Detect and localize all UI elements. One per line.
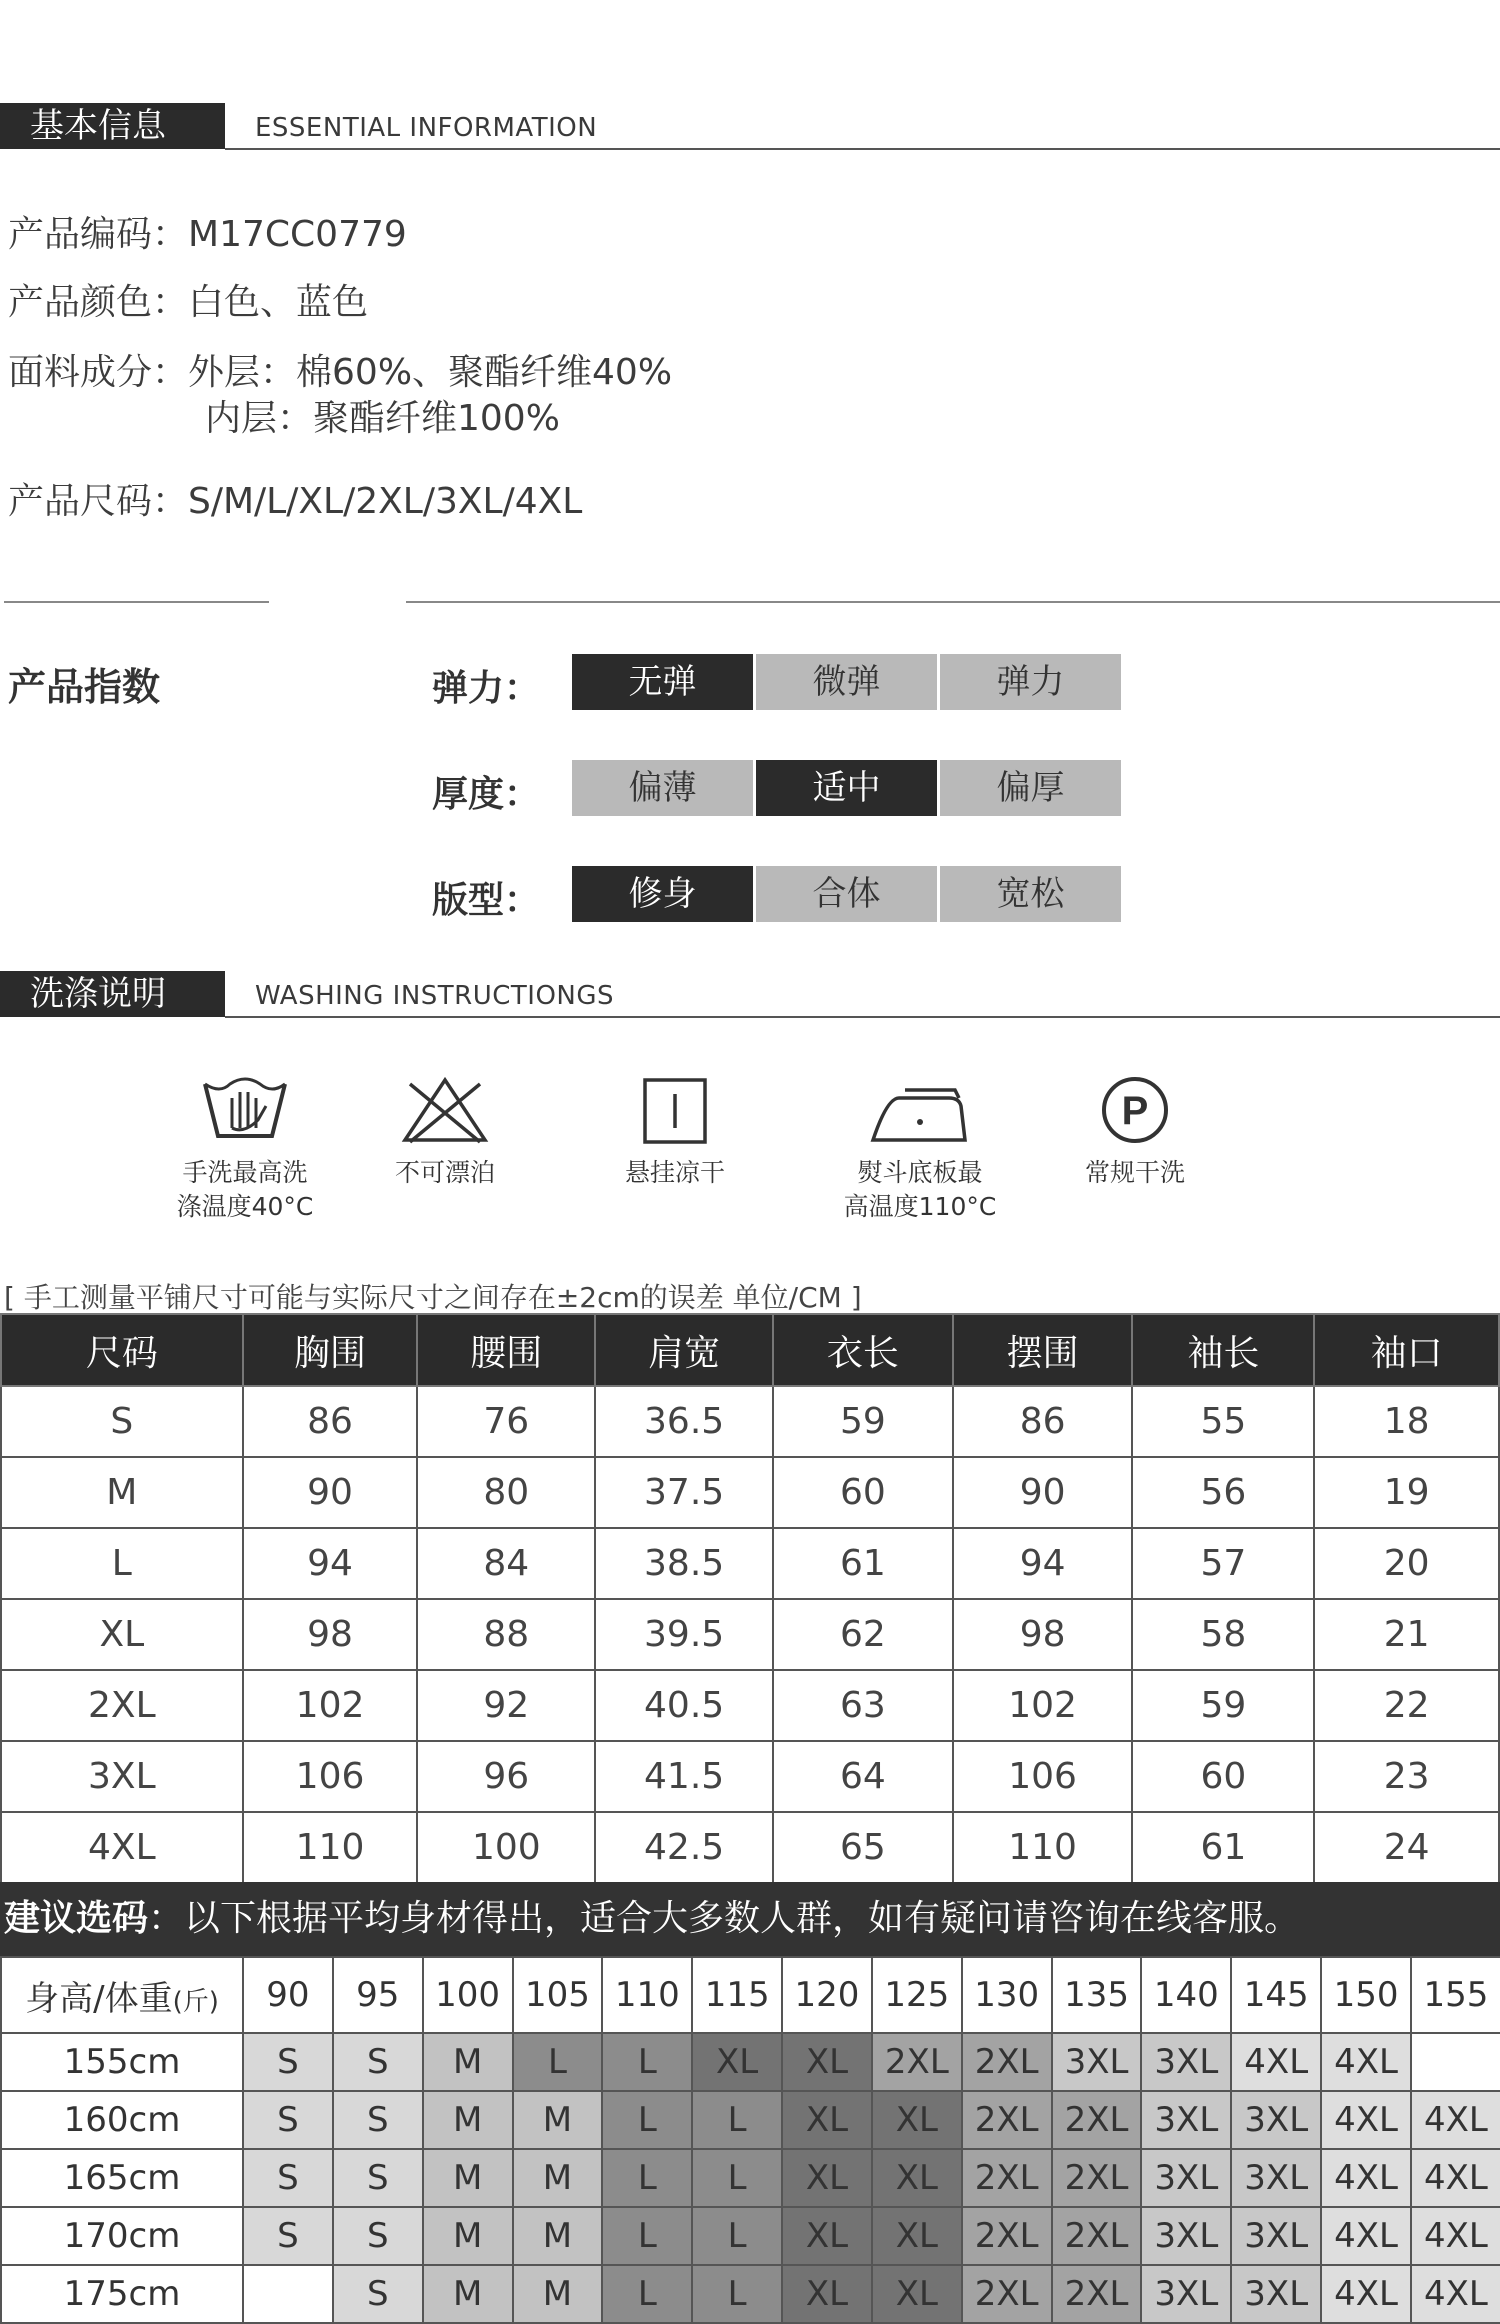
size-cell: 24 bbox=[1314, 1812, 1499, 1883]
recommended-size-cell: 2XL bbox=[1052, 2265, 1142, 2323]
product-index-title: 产品指数 bbox=[8, 665, 161, 709]
recommendation-header-row bbox=[1, 1957, 1500, 2033]
fabric-label: 面料成分： bbox=[8, 352, 189, 393]
size-cell: 102 bbox=[953, 1670, 1133, 1741]
fabric-inner: 内层：聚酯纤维100% bbox=[205, 398, 560, 439]
size-header-5: 摆围 bbox=[953, 1314, 1133, 1386]
weight-unit: (斤) bbox=[172, 1986, 219, 2017]
fabric-outer: 外层：棉60%、聚酯纤维40% bbox=[188, 352, 673, 393]
product-code-row bbox=[8, 206, 407, 257]
product-size-label: 产品尺码： bbox=[8, 481, 189, 522]
size-cell: 55 bbox=[1132, 1386, 1314, 1457]
recommended-size-cell: M bbox=[423, 2265, 513, 2323]
size-cell: 60 bbox=[1132, 1741, 1314, 1812]
size-cell: 39.5 bbox=[595, 1599, 773, 1670]
recommended-size-cell: 3XL bbox=[1141, 2265, 1231, 2323]
wash-item-dry-clean bbox=[1065, 1070, 1205, 1190]
size-header-4: 衣长 bbox=[773, 1314, 953, 1386]
recommended-size-cell: 2XL bbox=[872, 2033, 962, 2091]
recommended-size-cell: 2XL bbox=[962, 2265, 1052, 2323]
recommended-size-cell: L bbox=[692, 2207, 782, 2265]
index-option-1-0: 偏薄 bbox=[572, 760, 753, 816]
recommended-size-cell: 3XL bbox=[1231, 2207, 1321, 2265]
size-cell: 98 bbox=[243, 1599, 418, 1670]
size-header-1: 胸围 bbox=[243, 1314, 418, 1386]
recommended-size-cell: S bbox=[333, 2091, 423, 2149]
height-cell: 170cm bbox=[1, 2207, 243, 2265]
recommended-size-cell: S bbox=[333, 2207, 423, 2265]
recommended-size-cell: 2XL bbox=[1052, 2091, 1142, 2149]
basic-info-en-title: ESSENTIAL INFORMATION bbox=[255, 113, 598, 143]
recommended-size-cell: L bbox=[513, 2033, 603, 2091]
size-table-row bbox=[1, 1812, 1499, 1883]
weight-header: 105 bbox=[513, 1957, 603, 2033]
size-cell: 57 bbox=[1132, 1528, 1314, 1599]
recommended-size-cell: 3XL bbox=[1141, 2033, 1231, 2091]
size-table-header bbox=[1, 1314, 1499, 1386]
recommendation-row bbox=[1, 2149, 1500, 2207]
size-cell: 63 bbox=[773, 1670, 953, 1741]
size-cell: 76 bbox=[417, 1386, 595, 1457]
size-cell: L bbox=[1, 1528, 243, 1599]
recommended-size-cell: M bbox=[423, 2207, 513, 2265]
weight-header: 125 bbox=[872, 1957, 962, 2033]
recommended-size-cell: 4XL bbox=[1321, 2033, 1411, 2091]
weight-header: 145 bbox=[1231, 1957, 1321, 2033]
recommended-size-cell: 3XL bbox=[1141, 2091, 1231, 2149]
size-cell: 106 bbox=[243, 1741, 418, 1812]
no-bleach-icon bbox=[395, 1070, 495, 1150]
recommended-size-cell: 2XL bbox=[962, 2033, 1052, 2091]
recommended-size-cell: 2XL bbox=[1052, 2149, 1142, 2207]
recommended-size-cell: M bbox=[513, 2091, 603, 2149]
recommended-size-cell: M bbox=[513, 2207, 603, 2265]
recommended-size-cell: S bbox=[333, 2149, 423, 2207]
wash-item-hand-wash bbox=[160, 1070, 330, 1224]
wash-item-no-bleach bbox=[375, 1070, 515, 1190]
svg-text:P: P bbox=[1121, 1089, 1149, 1133]
fabric-row bbox=[8, 344, 672, 395]
recommended-size-cell: 3XL bbox=[1141, 2149, 1231, 2207]
size-table-row bbox=[1, 1741, 1499, 1812]
height-weight-header bbox=[1, 1957, 243, 2033]
recommended-size-cell: S bbox=[243, 2149, 333, 2207]
wash-line-dry-line1: 悬挂凉干 bbox=[624, 1158, 725, 1187]
recommended-size-cell: 4XL bbox=[1321, 2149, 1411, 2207]
size-cell: 59 bbox=[1132, 1670, 1314, 1741]
index-label-1: 厚度： bbox=[432, 774, 541, 815]
size-cell: 102 bbox=[243, 1670, 418, 1741]
size-cell: 37.5 bbox=[595, 1457, 773, 1528]
recommended-size-cell: 3XL bbox=[1052, 2033, 1142, 2091]
size-cell: M bbox=[1, 1457, 243, 1528]
advice-text: ：以下根据平均身材得出，适合大多数人群，如有疑问请咨询在线客服。 bbox=[148, 1898, 1301, 1939]
height-cell: 175cm bbox=[1, 2265, 243, 2323]
recommended-size-cell: 4XL bbox=[1321, 2207, 1411, 2265]
product-code-value: M17CC0779 bbox=[188, 214, 407, 255]
recommended-size-cell: 4XL bbox=[1411, 2207, 1500, 2265]
weight-header: 130 bbox=[962, 1957, 1052, 2033]
recommended-size-cell: M bbox=[423, 2033, 513, 2091]
recommended-size-cell: L bbox=[602, 2091, 692, 2149]
washing-divider bbox=[225, 1016, 1500, 1018]
size-cell: 92 bbox=[417, 1670, 595, 1741]
recommended-size-cell: 4XL bbox=[1411, 2091, 1500, 2149]
recommended-size-cell: 4XL bbox=[1321, 2265, 1411, 2323]
size-cell: 80 bbox=[417, 1457, 595, 1528]
advice-bar bbox=[0, 1882, 1500, 1956]
size-cell: XL bbox=[1, 1599, 243, 1670]
size-cell: 106 bbox=[953, 1741, 1133, 1812]
size-cell: 86 bbox=[243, 1386, 418, 1457]
height-cell: 165cm bbox=[1, 2149, 243, 2207]
size-header-3: 肩宽 bbox=[595, 1314, 773, 1386]
recommended-size-cell: S bbox=[333, 2265, 423, 2323]
recommended-size-cell: L bbox=[602, 2149, 692, 2207]
recommended-size-cell: M bbox=[423, 2149, 513, 2207]
product-size-value: S/M/L/XL/2XL/3XL/4XL bbox=[188, 481, 583, 522]
recommended-size-cell: XL bbox=[782, 2033, 872, 2091]
size-cell: 42.5 bbox=[595, 1812, 773, 1883]
recommended-size-cell: 4XL bbox=[1321, 2091, 1411, 2149]
weight-header: 155 bbox=[1411, 1957, 1500, 2033]
wash-hand-line2: 涤温度40°C bbox=[176, 1192, 314, 1221]
size-header-0: 尺码 bbox=[1, 1314, 243, 1386]
recommended-size-cell: L bbox=[602, 2033, 692, 2091]
weight-header: 110 bbox=[602, 1957, 692, 2033]
wash-no-bleach-line1: 不可漂泊 bbox=[394, 1158, 495, 1187]
height-cell: 160cm bbox=[1, 2091, 243, 2149]
size-cell: 60 bbox=[773, 1457, 953, 1528]
recommended-size-cell: M bbox=[513, 2265, 603, 2323]
iron-icon bbox=[865, 1070, 975, 1150]
index-option-2-0: 修身 bbox=[572, 866, 753, 922]
recommended-size-cell: XL bbox=[872, 2265, 962, 2323]
size-cell: 64 bbox=[773, 1741, 953, 1812]
washing-en-title: WASHING INSTRUCTIONGS bbox=[255, 981, 615, 1011]
size-cell: 94 bbox=[953, 1528, 1133, 1599]
size-cell: 110 bbox=[953, 1812, 1133, 1883]
recommended-size-cell: L bbox=[692, 2149, 782, 2207]
recommended-size-cell: 4XL bbox=[1411, 2149, 1500, 2207]
wash-item-iron bbox=[830, 1070, 1010, 1224]
recommendation-row bbox=[1, 2265, 1500, 2323]
size-cell: 96 bbox=[417, 1741, 595, 1812]
recommended-size-cell: L bbox=[602, 2207, 692, 2265]
size-cell: 23 bbox=[1314, 1741, 1499, 1812]
wash-item-line-dry bbox=[605, 1070, 745, 1190]
recommended-size-cell: XL bbox=[692, 2033, 782, 2091]
size-cell: 90 bbox=[953, 1457, 1133, 1528]
weight-header: 95 bbox=[333, 1957, 423, 2033]
size-table-row bbox=[1, 1457, 1499, 1528]
index-option-0-2: 弹力 bbox=[940, 654, 1121, 710]
recommended-size-cell: XL bbox=[872, 2207, 962, 2265]
recommended-size-cell: 2XL bbox=[962, 2091, 1052, 2149]
size-cell: 88 bbox=[417, 1599, 595, 1670]
measure-note: [ 手工测量平铺尺寸可能与实际尺寸之间存在±2cm的误差 单位/CM ] bbox=[4, 1281, 862, 1314]
wash-iron-line1: 熨斗底板最 bbox=[857, 1158, 983, 1187]
basic-info-tab: 基本信息 bbox=[0, 103, 225, 149]
recommended-size-cell: 2XL bbox=[962, 2207, 1052, 2265]
wash-dry-clean-line1: 常规干洗 bbox=[1084, 1158, 1185, 1187]
product-color-value: 白色、蓝色 bbox=[188, 282, 369, 323]
size-table-row bbox=[1, 1386, 1499, 1457]
recommended-size-cell: S bbox=[243, 2091, 333, 2149]
recommended-size-cell: 3XL bbox=[1141, 2207, 1231, 2265]
weight-header: 115 bbox=[692, 1957, 782, 2033]
size-cell: 61 bbox=[773, 1528, 953, 1599]
wash-hand-line1: 手洗最高洗 bbox=[182, 1158, 308, 1187]
size-cell: 90 bbox=[243, 1457, 418, 1528]
size-cell: 86 bbox=[953, 1386, 1133, 1457]
recommended-size-cell bbox=[1411, 2033, 1500, 2091]
size-cell: 62 bbox=[773, 1599, 953, 1670]
size-cell: 38.5 bbox=[595, 1528, 773, 1599]
recommended-size-cell: S bbox=[333, 2033, 423, 2091]
size-cell: 36.5 bbox=[595, 1386, 773, 1457]
recommended-size-cell: S bbox=[243, 2207, 333, 2265]
size-cell: 65 bbox=[773, 1812, 953, 1883]
recommended-size-cell: L bbox=[692, 2091, 782, 2149]
recommended-size-cell: XL bbox=[782, 2091, 872, 2149]
product-size-row bbox=[8, 473, 582, 524]
size-cell: S bbox=[1, 1386, 243, 1457]
washing-tab: 洗涤说明 bbox=[0, 971, 225, 1017]
size-cell: 4XL bbox=[1, 1812, 243, 1883]
recommended-size-cell: 3XL bbox=[1231, 2091, 1321, 2149]
recommended-size-cell bbox=[243, 2265, 333, 2323]
index-option-0-1: 微弹 bbox=[756, 654, 937, 710]
weight-header: 150 bbox=[1321, 1957, 1411, 2033]
advice-label: 建议选码 bbox=[4, 1898, 149, 1939]
recommended-size-cell: XL bbox=[782, 2149, 872, 2207]
size-header-2: 腰围 bbox=[417, 1314, 595, 1386]
size-cell: 21 bbox=[1314, 1599, 1499, 1670]
size-cell: 98 bbox=[953, 1599, 1133, 1670]
dry-clean-p-icon bbox=[1095, 1070, 1175, 1150]
size-table bbox=[0, 1313, 1500, 1884]
recommended-size-cell: S bbox=[243, 2033, 333, 2091]
index-option-1-1: 适中 bbox=[756, 760, 937, 816]
size-header-6: 袖长 bbox=[1132, 1314, 1314, 1386]
index-option-2-2: 宽松 bbox=[940, 866, 1121, 922]
recommended-size-cell: 2XL bbox=[1052, 2207, 1142, 2265]
index-label-0: 弹力： bbox=[432, 668, 541, 709]
size-cell: 20 bbox=[1314, 1528, 1499, 1599]
size-cell: 22 bbox=[1314, 1670, 1499, 1741]
product-color-row bbox=[8, 274, 368, 325]
size-cell: 61 bbox=[1132, 1812, 1314, 1883]
size-cell: 19 bbox=[1314, 1457, 1499, 1528]
recommended-size-cell: L bbox=[692, 2265, 782, 2323]
size-cell: 2XL bbox=[1, 1670, 243, 1741]
divider-right bbox=[406, 601, 1500, 603]
recommended-size-cell: 3XL bbox=[1231, 2149, 1321, 2207]
recommended-size-cell: 4XL bbox=[1411, 2265, 1500, 2323]
size-cell: 56 bbox=[1132, 1457, 1314, 1528]
size-cell: 3XL bbox=[1, 1741, 243, 1812]
recommended-size-cell: XL bbox=[782, 2265, 872, 2323]
basic-info-divider bbox=[225, 148, 1500, 150]
size-cell: 100 bbox=[417, 1812, 595, 1883]
size-cell: 59 bbox=[773, 1386, 953, 1457]
size-table-row bbox=[1, 1670, 1499, 1741]
weight-header: 120 bbox=[782, 1957, 872, 2033]
recommended-size-cell: L bbox=[602, 2265, 692, 2323]
size-header-7: 袖口 bbox=[1314, 1314, 1499, 1386]
divider-left bbox=[4, 601, 269, 603]
product-color-label: 产品颜色： bbox=[8, 282, 189, 323]
height-cell: 155cm bbox=[1, 2033, 243, 2091]
wash-iron-line2: 高温度110°C bbox=[843, 1192, 997, 1221]
recommended-size-cell: XL bbox=[872, 2149, 962, 2207]
recommended-size-cell: 3XL bbox=[1231, 2265, 1321, 2323]
index-option-2-1: 合体 bbox=[756, 866, 937, 922]
index-option-1-2: 偏厚 bbox=[940, 760, 1121, 816]
weight-header: 135 bbox=[1052, 1957, 1142, 2033]
hand-wash-icon bbox=[200, 1070, 290, 1150]
size-cell: 58 bbox=[1132, 1599, 1314, 1670]
recommended-size-cell: M bbox=[423, 2091, 513, 2149]
recommended-size-cell: XL bbox=[872, 2091, 962, 2149]
index-option-0-0: 无弹 bbox=[572, 654, 753, 710]
recommendation-row bbox=[1, 2033, 1500, 2091]
size-recommendation-table bbox=[0, 1956, 1500, 2324]
line-dry-icon bbox=[635, 1070, 715, 1150]
recommended-size-cell: XL bbox=[782, 2207, 872, 2265]
product-code-label: 产品编码： bbox=[8, 214, 189, 255]
weight-header: 90 bbox=[243, 1957, 333, 2033]
weight-header: 100 bbox=[423, 1957, 513, 2033]
size-cell: 41.5 bbox=[595, 1741, 773, 1812]
size-cell: 18 bbox=[1314, 1386, 1499, 1457]
recommendation-row bbox=[1, 2207, 1500, 2265]
recommended-size-cell: 4XL bbox=[1231, 2033, 1321, 2091]
size-cell: 40.5 bbox=[595, 1670, 773, 1741]
recommended-size-cell: M bbox=[513, 2149, 603, 2207]
size-table-row bbox=[1, 1599, 1499, 1670]
weight-header: 140 bbox=[1141, 1957, 1231, 2033]
recommendation-row bbox=[1, 2091, 1500, 2149]
size-cell: 110 bbox=[243, 1812, 418, 1883]
size-cell: 94 bbox=[243, 1528, 418, 1599]
recommended-size-cell: 2XL bbox=[962, 2149, 1052, 2207]
index-label-2: 版型： bbox=[432, 880, 541, 921]
size-cell: 84 bbox=[417, 1528, 595, 1599]
height-weight-label: 身高/体重 bbox=[25, 1978, 173, 2019]
size-table-row bbox=[1, 1528, 1499, 1599]
